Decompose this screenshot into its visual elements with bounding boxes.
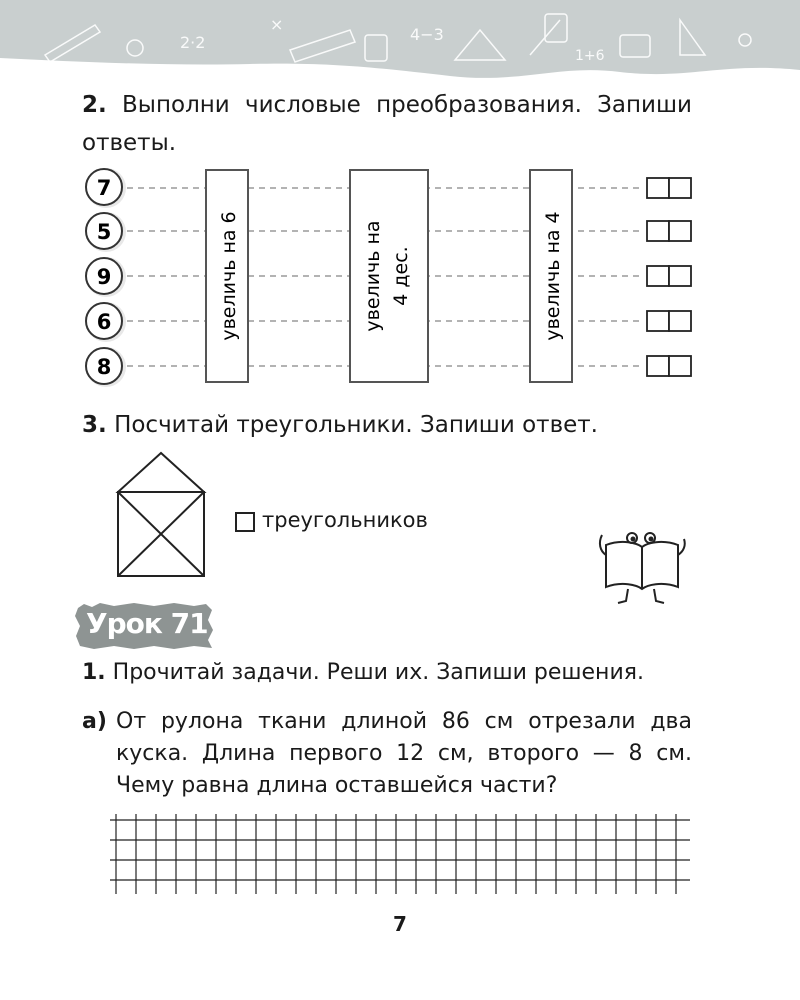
- input-number: 6: [96, 310, 112, 334]
- answer-box: [647, 178, 691, 198]
- page-number: 7: [393, 912, 407, 936]
- input-circle: [86, 212, 126, 252]
- operation-label: увеличь на: [362, 220, 384, 332]
- triangle-figure: [115, 450, 210, 580]
- answer-grid[interactable]: [110, 814, 690, 894]
- problem-text: От рулона ткани длиной 86 см отрезали два куска. Длина первого 12 см, второго — 8 см. Чему равна длина оставшейся части?: [116, 709, 692, 798]
- operation-box-3: [530, 170, 572, 382]
- input-circle: [86, 347, 126, 387]
- triangles-label: треугольников: [262, 508, 428, 532]
- task-3-instruction: Посчитай треугольники. Запиши ответ.: [114, 412, 598, 438]
- input-number: 7: [96, 176, 112, 200]
- answer-box: [647, 356, 691, 376]
- input-circle: [86, 168, 126, 208]
- input-circle: [86, 257, 126, 297]
- book-mascot-icon: [592, 525, 692, 607]
- task-2-number: 2.: [82, 92, 107, 118]
- operation-box-1: [206, 170, 248, 382]
- task-3-text: [82, 406, 598, 444]
- lesson-title-badge: Урок 71: [86, 607, 208, 640]
- lesson-task-number: 1.: [82, 660, 106, 685]
- answer-checkbox[interactable]: [235, 512, 255, 532]
- task-2-text: [82, 86, 692, 162]
- lesson-task-instruction: Прочитай задачи. Реши их. Запиши решения.: [112, 660, 644, 685]
- input-circles: [86, 168, 126, 387]
- operation-label: увеличь на 4: [542, 211, 564, 341]
- input-number: 9: [96, 265, 112, 289]
- task-3-number: 3.: [82, 412, 107, 438]
- input-number: 5: [96, 220, 112, 244]
- problem-a: [82, 706, 692, 802]
- problem-label: а): [82, 709, 107, 734]
- answer-box: [647, 266, 691, 286]
- operation-box-2: [350, 170, 428, 382]
- operation-label: увеличь на 6: [218, 211, 240, 341]
- svg-text:4−3: 4−3: [410, 25, 444, 44]
- answer-box: [647, 311, 691, 331]
- svg-text:2·2: 2·2: [180, 33, 206, 52]
- number-transform-scheme: [75, 166, 705, 391]
- lesson-task-text: [82, 660, 644, 685]
- answer-box: [647, 221, 691, 241]
- input-number: 8: [96, 355, 112, 379]
- input-circle: [86, 302, 126, 342]
- operation-label-line2: 4 дес.: [390, 246, 412, 306]
- answer-cells: [647, 178, 691, 376]
- task-2-instruction: Выполни числовые преобразования. Запиши ответы.: [82, 92, 692, 156]
- svg-text:1+6: 1+6: [575, 48, 605, 64]
- svg-text:×: ×: [270, 15, 284, 34]
